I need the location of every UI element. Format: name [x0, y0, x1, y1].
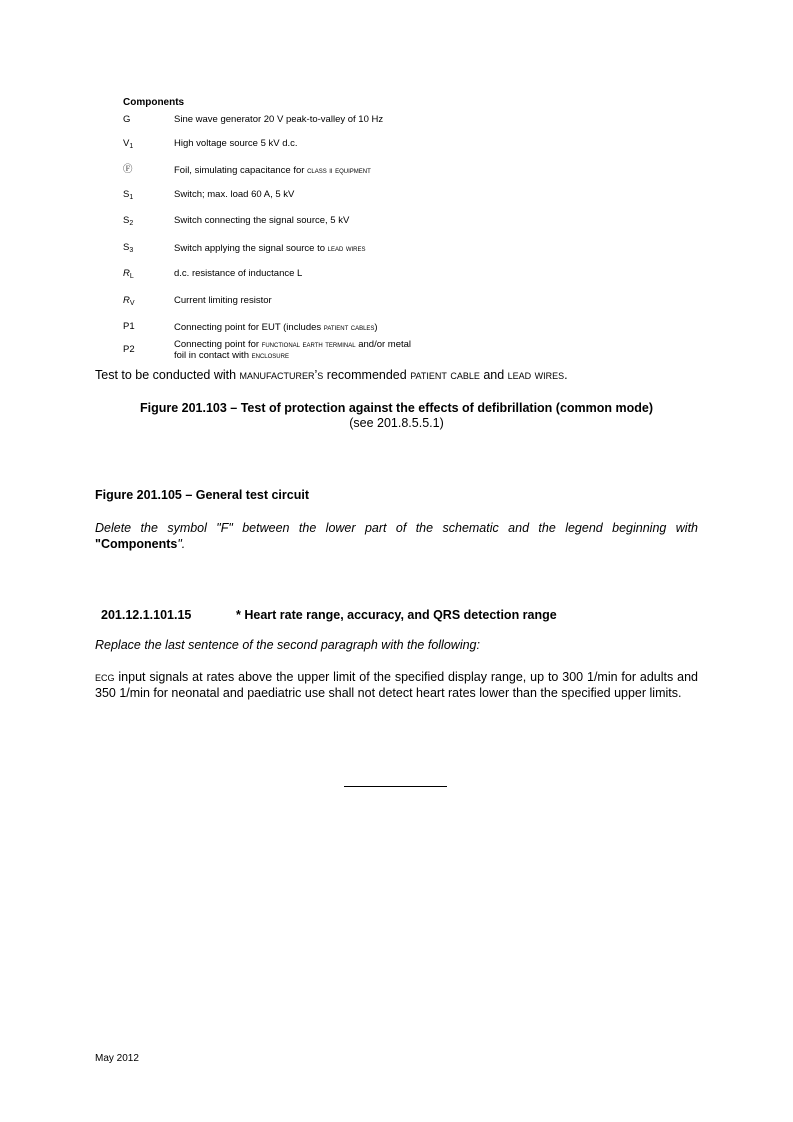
components-heading: Components [123, 97, 185, 108]
component-symbol: $R_L$ [123, 268, 134, 280]
component-row-rl [123, 268, 563, 283]
component-row-foil [123, 164, 563, 177]
figure-105-instruction: Delete the symbol "F" between the lower part of the schematic and the legend beginning with "Components". [95, 521, 698, 551]
clause-title: * Heart rate range, accuracy, and QRS detection range [236, 608, 557, 622]
component-row-p2 [123, 339, 563, 361]
component-description: High voltage source 5 kV d.c. [174, 137, 298, 149]
component-description: Sine wave generator 20 V peak-to-valley of 10 Hz [174, 114, 384, 125]
component-symbol: $R_V$ [123, 294, 135, 307]
component-description: d.c. resistance of inductance L [174, 268, 303, 279]
component-row-p1 [123, 321, 563, 334]
component-description: Foil, simulating capacitance for class ii equipment [174, 165, 371, 176]
component-row-v1 [123, 138, 563, 153]
clause-instruction: Replace the last sentence of the second paragraph with the following: [95, 638, 480, 652]
figure-105-heading: Figure 201.105 – General test circuit [95, 488, 309, 502]
clause-heading [101, 607, 557, 623]
clause-body: ecg input signals at rates above the upper limit of the specified display range, up to 300 1/min for adults and 350 1/min for neonatal and paediatric use shall not detect heart rates lower than the specified upper limits. [95, 670, 698, 700]
component-description: Connecting point for functional earth terminal and/or metal foil in contact with enclosure [174, 339, 412, 361]
end-of-section-rule [344, 786, 447, 787]
components-legend [123, 97, 563, 361]
figure-caption-reference: (see 201.8.5.5.1) [349, 416, 444, 430]
component-description: Switch applying the signal source to lead wires [174, 242, 366, 254]
footer-date: May 2012 [95, 1053, 139, 1064]
component-row-rv [123, 295, 563, 310]
clause-number: 201.12.1.101.15 [101, 608, 192, 622]
component-symbol-circled-f: Ⓕ [123, 164, 133, 175]
component-symbol: P1 [123, 321, 135, 332]
test-conditions-note: Test to be conducted with manufacturer’s recommended patient cable and lead wires. [95, 368, 568, 382]
component-symbol: $V_1$ [123, 137, 134, 150]
component-description: Connecting point for EUT (includes patient cables) [174, 322, 378, 333]
component-description: Switch; max. load 60 A, 5 kV [174, 188, 295, 200]
component-row-s3 [123, 242, 563, 257]
component-row-s1 [123, 189, 563, 204]
component-row-s2 [123, 215, 563, 230]
component-symbol: G [123, 114, 131, 125]
component-symbol: $S_1$ [123, 188, 134, 201]
component-symbol: $S_2$ [123, 215, 134, 227]
component-row-g [123, 114, 563, 126]
component-description: Switch connecting the signal source, 5 kV [174, 215, 350, 226]
figure-caption-title: Figure 201.103 – Test of protection against the effects of defibrillation (common mode) [139, 401, 654, 415]
component-symbol: $S_3$ [123, 241, 134, 254]
figure-caption [95, 401, 698, 431]
component-description: Current limiting resistor [174, 294, 272, 306]
component-symbol: P2 [123, 344, 135, 355]
